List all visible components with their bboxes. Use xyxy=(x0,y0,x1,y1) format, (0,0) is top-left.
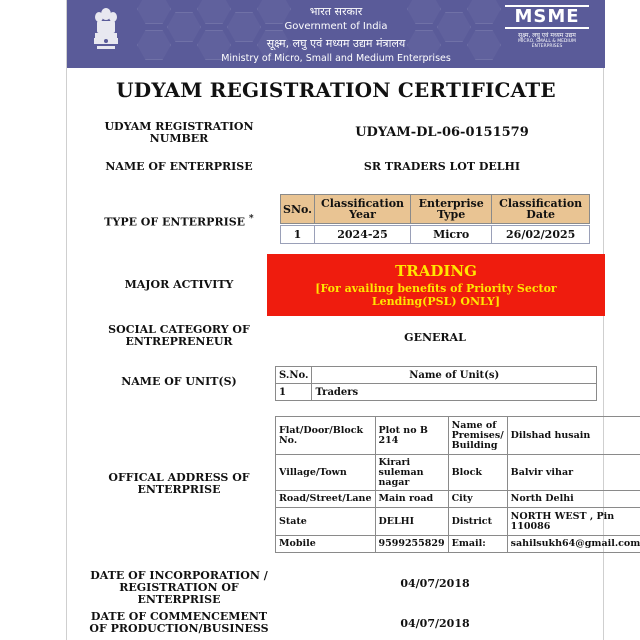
address-village-value: Kirari suleman nagar xyxy=(375,455,448,491)
incorporation-value: 04/07/2018 xyxy=(400,577,470,590)
units-row xyxy=(276,384,597,401)
classification-header-type: Enterprise Type xyxy=(411,195,492,224)
classification-header-row xyxy=(281,195,590,224)
classification-cell-type: Micro xyxy=(411,226,492,244)
incorporation-label: DATE OF INCORPORATION / REGISTRATION OF ENTERPRISE xyxy=(90,569,268,606)
address-road-value: Main road xyxy=(375,491,448,508)
units-cell-name: Traders xyxy=(312,384,597,401)
classification-header-date: Classification Date xyxy=(492,195,590,224)
enterprise-name-value: SR TRADERS LOT DELHI xyxy=(363,160,521,173)
address-city-value: North Delhi xyxy=(507,491,640,508)
address-row xyxy=(276,455,640,491)
address-road-label: Road/Street/Lane xyxy=(276,491,376,508)
address-mobile-label: Mobile xyxy=(276,536,376,553)
address-email-value: sahilsukh64@gmail.com xyxy=(507,536,640,553)
address-label: OFFICAL ADDRESS OF ENTERPRISE xyxy=(108,471,250,496)
address-premises-value: Dilshad husain xyxy=(507,417,640,455)
msme-logo-word: MSME xyxy=(505,5,589,29)
address-row xyxy=(276,508,640,536)
registration-number-label: UDYAM REGISTRATION NUMBER xyxy=(104,120,254,145)
address-block-label: Block xyxy=(448,455,507,491)
social-category-label: SOCIAL CATEGORY OF ENTREPRENEUR xyxy=(108,323,250,348)
classification-header-year: Classification Year xyxy=(314,195,410,224)
units-header-sno: S.No. xyxy=(276,367,312,384)
header-hindi-govt: भारत सरकार xyxy=(309,5,363,18)
address-district-value: NORTH WEST , Pin 110086 xyxy=(507,508,640,536)
classification-header-sno: SNo. xyxy=(281,195,315,224)
registration-number-value: UDYAM-DL-06-0151579 xyxy=(355,125,529,140)
msme-logo xyxy=(505,5,589,49)
address-state-label: State xyxy=(276,508,376,536)
units-label: NAME OF UNIT(S) xyxy=(121,375,237,388)
address-state-value: DELHI xyxy=(375,508,448,536)
header-banner xyxy=(67,0,605,68)
header-ministry: Ministry of Micro, Small and Medium Enterprises xyxy=(221,53,451,64)
certificate-title: UDYAM REGISTRATION CERTIFICATE xyxy=(116,78,556,102)
classification-cell-date: 26/02/2025 xyxy=(492,226,590,244)
header-hindi-ministry: सूक्ष्म, लघु एवं मध्यम उद्यम मंत्रालय xyxy=(266,37,406,50)
msme-logo-sub: MICRO, SMALL & MEDIUM ENTERPRISES xyxy=(518,39,576,49)
classification-row xyxy=(281,226,590,244)
enterprise-name-label: NAME OF ENTERPRISE xyxy=(105,160,253,173)
address-district-label: District xyxy=(448,508,507,536)
address-flat-label: Flat/Door/Block No. xyxy=(276,417,376,455)
major-activity-box xyxy=(267,254,605,316)
classification-cell-year: 2024-25 xyxy=(314,226,410,244)
address-row xyxy=(276,536,640,553)
certificate-page xyxy=(66,0,640,640)
address-mobile-value: 9599255829 xyxy=(375,536,448,553)
social-category-value: GENERAL xyxy=(404,331,466,344)
major-activity-note: [For availing benefits of Priority Sector Lending(PSL) ONLY] xyxy=(315,282,557,308)
type-of-enterprise-label xyxy=(81,213,277,229)
address-city-label: City xyxy=(448,491,507,508)
address-flat-value: Plot no B 214 xyxy=(375,417,448,455)
address-email-label: Email: xyxy=(448,536,507,553)
address-premises-label: Name of Premises/ Building xyxy=(448,417,507,455)
units-header-name: Name of Unit(s) xyxy=(312,367,597,384)
classification-table xyxy=(280,194,590,244)
address-row xyxy=(276,491,640,508)
type-of-enterprise-text: TYPE OF ENTERPRISE xyxy=(104,215,246,229)
address-table xyxy=(275,416,640,553)
address-village-label: Village/Town xyxy=(276,455,376,491)
major-activity-value: TRADING xyxy=(395,262,477,280)
units-cell-sno: 1 xyxy=(276,384,312,401)
type-of-enterprise-marker: * xyxy=(248,213,254,224)
major-activity-label: MAJOR ACTIVITY xyxy=(124,278,234,291)
commencement-label: DATE OF COMMENCEMENT OF PRODUCTION/BUSINESS xyxy=(89,610,269,635)
commencement-value: 04/07/2018 xyxy=(400,617,470,630)
units-header-row xyxy=(276,367,597,384)
msme-logo-hindi: सूक्ष्म, लघु एवं मध्यम उद्यम xyxy=(518,32,576,39)
classification-cell-sno: 1 xyxy=(281,226,315,244)
address-row xyxy=(276,417,640,455)
header-govt-of-india: Government of India xyxy=(284,21,388,32)
address-block-value: Balvir vihar xyxy=(507,455,640,491)
units-table xyxy=(275,366,597,401)
